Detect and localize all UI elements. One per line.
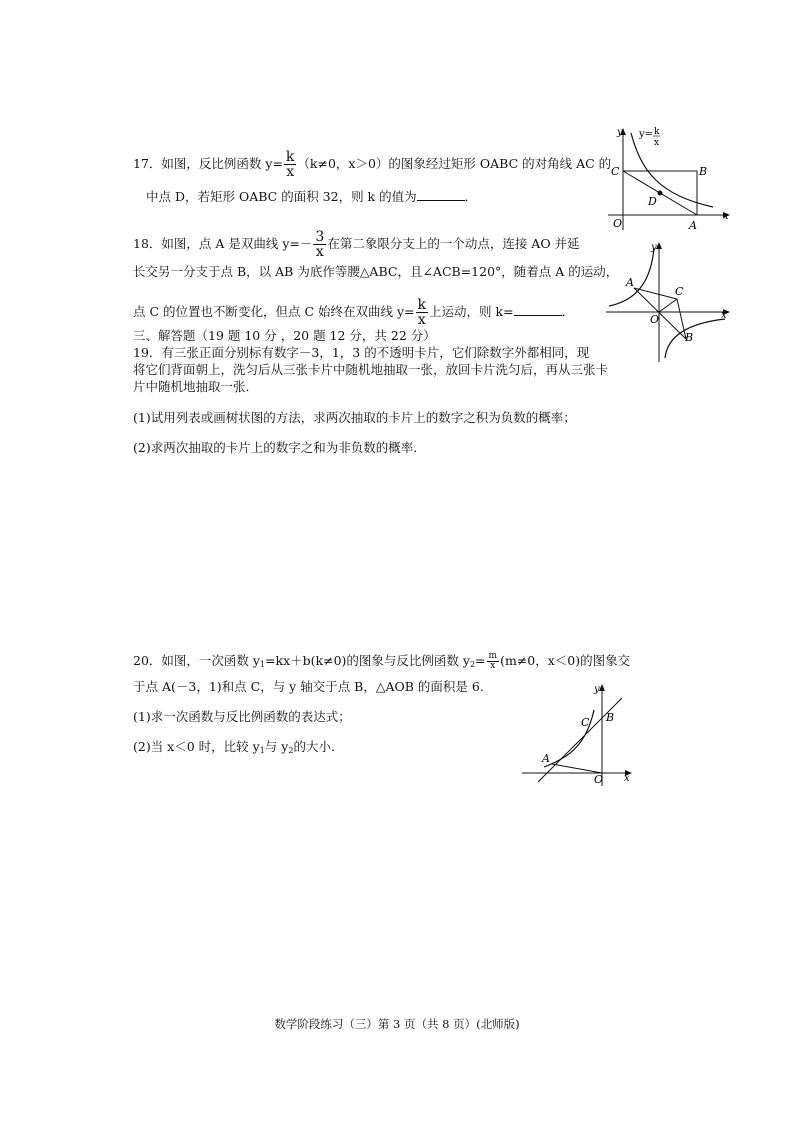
label-a: A [542,752,550,765]
y-arrow [656,242,662,249]
q20-line2: 于点 A(－3，1)和点 C，与 y 轴交于点 B，△AOB 的面积是 6. [133,679,484,694]
q18-line2: 长交另一分支于点 B，以 AB 为底作等腰△ABC，且∠ACB=120°，随着点 A 的运动， [133,264,619,279]
label-o: O [650,313,660,326]
q17-line2: 中点 D，若矩形 OABC 的面积 32，则 k 的值为 ． [146,189,478,204]
q20-part1: (1)求一次函数与反比例函数的表达式； [133,709,351,724]
label-y: y [617,127,623,138]
label-b: B [685,331,694,344]
label-b: B [606,711,615,724]
segment-ac [634,288,677,299]
label-x: x [723,211,729,222]
q17-figure [603,125,733,235]
label-y: y [651,242,657,253]
label-eq-den: x [654,138,660,148]
label-a: A [626,276,634,289]
hyperbola-branch-4 [665,319,725,358]
section-title: 三、解答题（19 题 10 分 ，20 题 12 分，共 22 分） [133,328,436,343]
fraction-k-over-x-2: $\frac{k}{x}$ [417,297,427,328]
q19-part2: (2)求两次抽取的卡片上的数字之和为非负数的概率． [133,440,426,455]
answer-blank[interactable] [417,188,465,201]
y-arrow [599,684,605,691]
label-b: B [699,165,708,178]
q20-line1: 20．如图，一次函数 $y_1=kx+b(k\ne 0)$的图象与反比例函数 $y_2=$ $\frac{m}{x}$ (m≠0，x＜0)的图象交 [133,651,631,671]
segment-ao [552,764,602,773]
q20-figure [518,680,638,790]
label-o: O [613,217,623,230]
label-o: O [594,773,604,786]
q19-part1: (1)试用列表或画树状图的方法，求两次抽取的卡片上的数字之积为负数的概率； [133,410,576,425]
label-y: y [594,684,600,695]
q20-part2: (2)当 x＜0 时，比较 $y_1$与 $y_2$的大小． [133,739,344,755]
q19-line1: 19．有三张正面分别标有数字－3，1，3 的不透明卡片，它们除数字外都相同，现 [133,345,590,360]
q18-line1: 18．如图，点 A 是双曲线 y=－ $\frac{3}{x}$ 在第二象限分支上的一个动点，连接 AO 并延 [133,229,580,260]
label-a: A [689,219,697,232]
segment-oc [659,299,677,312]
label-c: C [675,285,684,298]
fraction-k-over-x: $\frac{k}{x}$ [285,149,295,180]
q17-line1: 17．如图，反比例函数 y= $\frac{k}{x}$ （k≠0，x＞0）的图象经过矩形 OABC 的对角线 AC 的 [133,149,612,180]
fraction-m-over-x: $\frac{m}{x}$ [488,651,498,671]
label-x: x [624,773,630,784]
q19-line2: 将它们背面朝上，洗匀后从三张卡片中随机地抽取一张，放回卡片洗匀后，再从三张卡 [133,362,609,377]
label-eq-num: k [654,127,660,137]
label-x: x [721,310,727,321]
label-d: D [648,195,657,208]
label-eq: y= [639,129,654,140]
label-c: C [581,716,590,729]
point-d [658,191,663,196]
q19-line3: 片中随机地抽取一张． [133,379,259,394]
page-footer: 数学阶段练习（三）第 3 页（共 8 页）(北师版) [274,1017,520,1031]
answer-blank[interactable] [514,303,562,316]
label-c: C [611,165,620,178]
q18-line3: 点 C 的位置也不断变化，但点 C 始终在双曲线 y= $\frac{k}{x}$ 上运动，则 k= ． [133,297,575,328]
q18-figure [603,240,733,365]
fraction-3-over-x: $\frac{3}{x}$ [315,229,325,260]
